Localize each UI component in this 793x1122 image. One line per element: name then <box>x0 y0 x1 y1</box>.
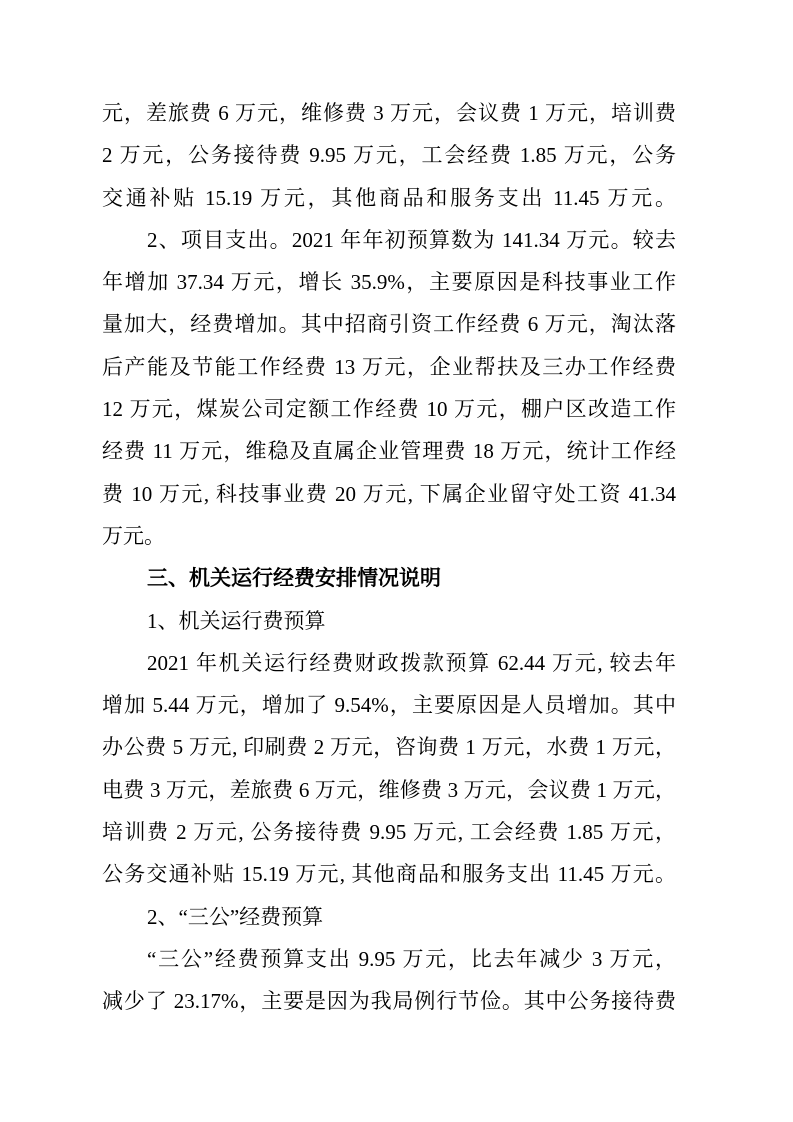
body-text-line: 减少了 23.17%，主要是因为我局例行节俭。其中公务接待费 <box>102 989 676 1014</box>
body-text-line: 经费 11 万元，维稳及直属企业管理费 18 万元，统计工作经 <box>102 439 676 464</box>
text-block <box>102 92 676 1023</box>
subsection-heading: 1、机关运行费预算 <box>147 608 326 633</box>
body-text-line: 万元。 <box>102 523 165 548</box>
body-text-line: 培训费 2 万元, 公务接待费 9.95 万元, 工会经费 1.85 万元， <box>102 820 676 845</box>
body-text-line: 12 万元，煤炭公司定额工作经费 10 万元，棚户区改造工作 <box>102 397 676 422</box>
body-text-line: 量加大，经费增加。其中招商引资工作经费 6 万元，淘汰落 <box>102 312 676 337</box>
body-text-line: 后产能及节能工作经费 13 万元，企业帮扶及三办工作经费 <box>102 354 676 379</box>
body-text-line: 2021 年机关运行经费财政拨款预算 62.44 万元, 较去年 <box>147 650 676 675</box>
body-text-line: 增加 5.44 万元，增加了 9.54%，主要原因是人员增加。其中 <box>102 693 676 718</box>
body-text-line: 公务交通补贴 15.19 万元, 其他商品和服务支出 11.45 万元。 <box>102 862 676 887</box>
body-text-line: 电费 3 万元，差旅费 6 万元，维修费 3 万元，会议费 1 万元， <box>102 777 676 802</box>
body-text-line: 元，差旅费 6 万元，维修费 3 万元，会议费 1 万元，培训费 <box>102 101 676 125</box>
body-text-line: 费 10 万元, 科技事业费 20 万元, 下属企业留守处工资 41.34 <box>102 481 676 506</box>
subsection-heading: 2、“三公”经费预算 <box>147 904 324 929</box>
body-text-line: “三公”经费预算支出 9.95 万元，比去年减少 3 万元， <box>147 946 676 971</box>
body-text-line: 交通补贴 15.19 万元，其他商品和服务支出 11.45 万元。 <box>102 185 676 210</box>
section-heading: 三、机关运行经费安排情况说明 <box>147 566 441 591</box>
body-text-line: 2 万元，公务接待费 9.95 万元，工会经费 1.85 万元，公务 <box>102 143 676 168</box>
body-text-line: 年增加 37.34 万元，增长 35.9%，主要原因是科技事业工作 <box>102 270 676 295</box>
body-text-line: 办公费 5 万元, 印刷费 2 万元，咨询费 1 万元，水费 1 万元， <box>102 735 676 760</box>
body-text-line: 2、项目支出。2021 年年初预算数为 141.34 万元。较去 <box>147 227 676 252</box>
